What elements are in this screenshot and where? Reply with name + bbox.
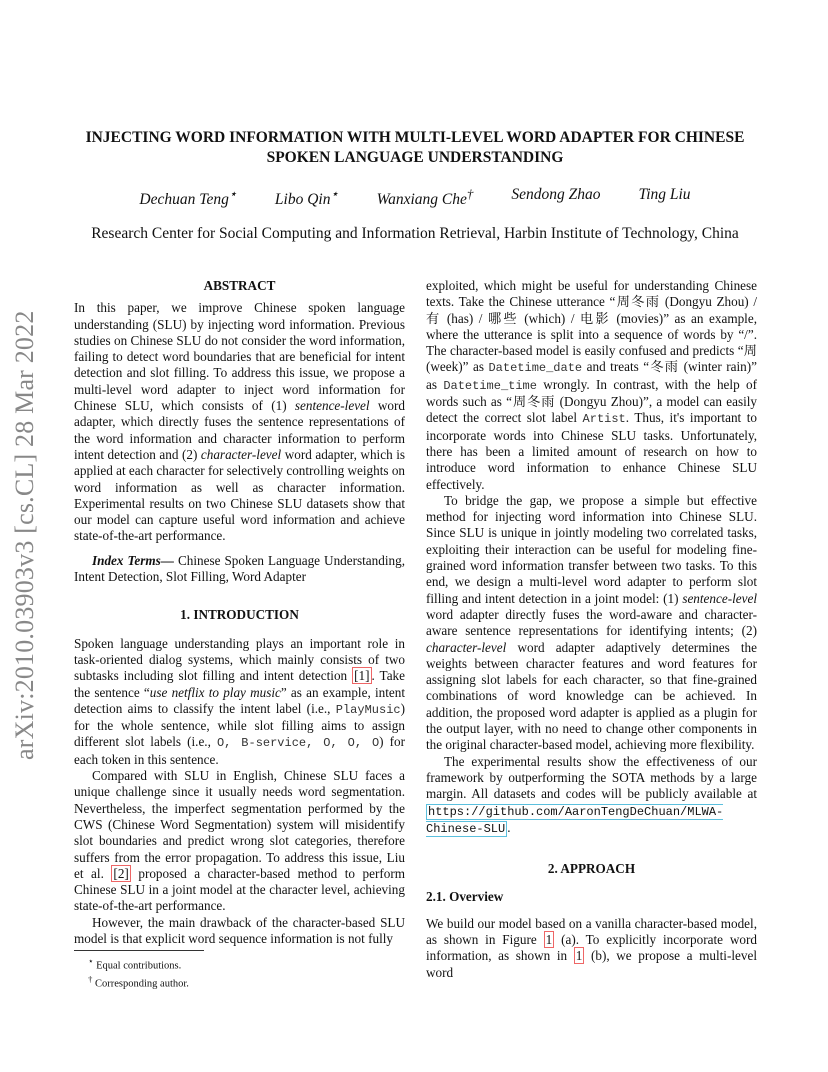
overview-subheading: 2.1. Overview (426, 889, 504, 905)
author-list (60, 186, 770, 209)
figure-link[interactable]: 1 (575, 948, 583, 964)
author: Dechuan Teng⋆ (139, 186, 237, 209)
footnotes (74, 950, 405, 990)
author: Libo Qin⋆ (274, 186, 339, 209)
author: Wanxiang Che† (376, 186, 474, 209)
abstract-body: In this paper, we improve Chinese spoken language understanding (SLU) by injecting word information. Previous studies on Chinese SLU do not consider the word information, failing to detect word boundaries that are beneficial for intent detection and slot filling. To address this issue, we propose a multi-level word adapter to inject word information for Chinese SLU, which consists of (1) sentence-level word adapter, which directly fuses the sentence representations of the word information and character information to perform intent detection and (2) character-level word adapter, which is applied at each character for selectively controlling weights on word information as well as character information. Experimental results on two Chinese SLU datasets show that our model can capture useful word information and achieve state-of-the-art performance. (74, 300, 406, 544)
author: Ting Liu (638, 186, 691, 203)
intro-paragraph: exploited, which might be useful for understanding Chinese texts. Take the Chinese utterance “周冬雨 (Dongyu Zhou) / 有 (has) / 哪些 (which) / 电影 (movies)” as an example, where the utterance is split into a sequence of words by “/”. The character-based model is easily confused and predicts “周 (week)” as Datetime_date and treats “冬雨 (winter rain)” as Datetime_time wrongly. In contrast, with the help of words such as “周冬雨 (Dongyu Zhou)”, a model can easily detect the correct slot label Artist. Thus, it's important to incorporate words into Chinese SLU tasks. Unfortunately, there has been a limited amount of research on how to introduce word information to enhance Chinese SLU effectively. (426, 278, 757, 492)
figure-link[interactable]: 1 (545, 931, 553, 947)
footnote-corresponding: † Corresponding author. (88, 973, 189, 989)
citation-link[interactable]: [1] (354, 668, 370, 684)
intro-paragraph: However, the main drawback of the character-based SLU model is that explicit word sequence information is not fully (74, 914, 405, 946)
right-column (426, 278, 757, 981)
approach-heading: 2. APPROACH (547, 861, 636, 877)
intro-paragraph: Spoken language understanding plays an important role in task-oriented dialog systems, which mainly consists of two subtasks including slot filling and intent detection [1] . Take the sentence “use netflix to play music” as an example, intent detection aims to classify the intent label (i.e., PlayMusic) for the whole sentence, while slot filling aims to assign different slot labels (i.e., O, B-service, O, O, O) for each token in this sentence. (74, 635, 405, 767)
arxiv-stamp: arXiv:2010.03903v3 [cs.CL] 28 Mar 2022 (10, 310, 39, 760)
paper-title: INJECTING WORD INFORMATION WITH MULTI-LEVEL WORD ADAPTER FOR CHINESE SPOKEN LANGUAGE UNDERSTANDING (85, 129, 745, 166)
index-terms: Index Terms— Chinese Spoken Language Understanding, Intent Detection, Slot Filling, Word Adapter (74, 552, 405, 585)
author: Sendong Zhao (511, 186, 601, 203)
footnote-equal: ⋆ Equal contributions. (88, 956, 182, 972)
citation-link[interactable]: [2] (113, 865, 129, 881)
intro-paragraph: To bridge the gap, we propose a simple but effective method for injecting word information into Chinese SLU. Since SLU is unique in jointly modeling two correlated tasks, exploiting their interaction can be useful for modeling fine-grained word information transfer between two tasks. To this end, we design a multi-level word adapter to perform slot filling and intent detection in a joint model: (1) sentence-level word adapter directly fuses the word-aware and character-aware sentence representations for identifying intents; (2) character-level word adapter adaptively determines the weights between character features and word features for assigning slot labels for each character, so that fine-grained combinations of word knowledge can be achieved. In addition, the proposed word adapter is applied as a plugin for the output layer, with no need to change other components in the original character-based model, achieving more flexibility. (426, 492, 757, 753)
footnote-rule (74, 950, 204, 951)
github-link[interactable]: https://github.com/AaronTengDeChuan/MLWA-Chinese-SLU (426, 804, 724, 836)
affiliation: Research Center for Social Computing and Information Retrieval, Harbin Institute of Technology, China (91, 225, 739, 242)
intro-paragraph: Compared with SLU in English, Chinese SLU faces a unique challenge since it usually needs word segmentation. Nevertheless, the imperfect segmentation performed by the CWS (Chinese Word Segmentation) system will misidentify slot boundaries and predict wrong slot categories, therefore suffers from the error propagation. To address this issue, Liu et al. [2] proposed a character-based method to perform Chinese SLU in a joint model at the character level, achieving state-of-the-art performance. (74, 768, 405, 914)
intro-heading: 1. INTRODUCTION (180, 607, 299, 623)
abstract-heading: ABSTRACT (203, 278, 276, 293)
left-column (74, 278, 405, 947)
approach-paragraph: We build our model based on a vanilla character-based model, as shown in Figure 1 (a). To explicitly incorporate word information, as shown in 1 (b), we propose a multi-level word (426, 915, 757, 980)
intro-paragraph: The experimental results show the effectiveness of our framework by outperforming the SOTA methods by a large margin. All datasets and codes will be publicly available at https://github.com/AaronTengDeChuan/MLWA-Chinese-SLU . (426, 753, 757, 836)
